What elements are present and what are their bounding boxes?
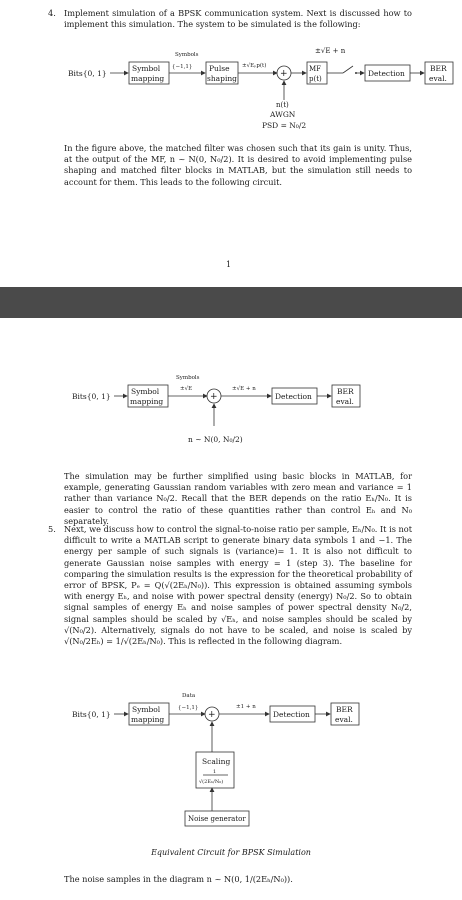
sum-output-label: ±1 + n (236, 704, 256, 710)
symbol-mapping-line1: Symbol (132, 64, 161, 73)
symbol-mapping-line2: mapping (131, 74, 165, 83)
detection-label: Detection (275, 392, 312, 401)
symbols-label: Symbols (176, 375, 200, 381)
noise-distribution-label: n ~ N(0, N₀/2) (188, 435, 243, 444)
svg-text:+: + (210, 392, 218, 402)
ber-line1: BER (430, 64, 447, 73)
simplification-paragraph: The simulation may be further simplified using basic blocks in MATLAB, for example, generating Gaussian random variables with zero mean and variance = 1 rather than variance N₀/2. Recall that the BER depends on the ratio Eₕ/N₀. It is easier to control the ratio of these quantities rather than control Eₕ and N₀ separately. (64, 471, 412, 526)
document-page-2 (0, 318, 462, 900)
symbols-label: Symbols (175, 52, 199, 58)
item-number-4: 4. (48, 8, 56, 18)
item-number-5: 5. (48, 524, 56, 534)
noise-psd-label: PSD = N₀/2 (262, 121, 307, 130)
symbols-values: ±√E (180, 386, 193, 392)
symbol-mapping-line1: Symbol (131, 387, 160, 396)
page-separator (0, 287, 462, 318)
pulse-output-label: ±√Eₚp(t) (242, 63, 267, 69)
input-bits-label: Bits{0, 1} (72, 392, 111, 401)
data-values: {−1,1} (178, 705, 199, 711)
scaling-denominator: √(2Eₕ/N₀) (199, 779, 224, 785)
pulse-shaping-line1: Pulse (209, 64, 230, 73)
symbols-values: {−1,1} (172, 64, 193, 70)
figure-caption: Equivalent Circuit for BPSK Simulation (151, 848, 311, 857)
snr-control-paragraph: Next, we discuss how to control the signal-to-noise ratio per sample, Eₕ/N₀. It is not difficult to write a MATLAB script to generate binary data symbols 1 and −1. The energy per sample of such signals is (variance)= 1. It is also not difficult to generate Gaussian noise samples with energy = 1 (step 3). The baseline for comparing the simulation results is the expression for the theoretical probability of error of BPSK, Pₑ = Q(√(2Eₕ/N₀)). This expression is obtained assuming symbols with energy Eₕ, and noise with power spectral density (energy) N₀/2. So to obtain signal samples of energy Eₕ and noise samples of power spectral density N₀/2, signal samples should be scaled by √Eₕ, and noise samples should be scaled by √(N₀/2). Alternatively, signals do not have to be scaled, and noise is scaled by √(N₀/2Eₕ) = 1/√(2Eₕ/N₀). This is reflected in the following diagram. (64, 524, 412, 647)
ber-line1: BER (337, 387, 354, 396)
pulse-shaping-line2: shaping (207, 74, 237, 83)
equivalent-circuit-diagram (0, 688, 462, 848)
symbol-mapping-line2: mapping (130, 397, 164, 406)
item-4-intro: Implement simulation of a BPSK communication system. Next is discussed how to implement this simulation. The system to be simulated is the following: (64, 8, 412, 30)
sum-output-label: ±√E + n (232, 386, 256, 392)
svg-text:+: + (280, 69, 288, 79)
noise-generator-label: Noise generator (188, 815, 246, 823)
matched-filter-paragraph: In the figure above, the matched filter was chosen such that its gain is unity. Thus, at the output of the MF, n ~ N(0, N₀/2). It is desired to avoid implementing pulse shaping and matched filter blocks in MATLAB, but the simulation still needs to account for them. This leads to the following circuit. (64, 143, 412, 187)
mf-output-label: ±√E + n (315, 47, 346, 55)
noise-awgn-label: AWGN (270, 110, 296, 119)
input-bits-label: Bits{0, 1} (72, 710, 111, 719)
mf-line1: MF (309, 65, 322, 73)
ber-line1: BER (336, 705, 353, 714)
data-label: Data (182, 693, 196, 699)
noise-nt-label: n(t) (276, 101, 289, 109)
detection-label: Detection (273, 710, 310, 719)
scaling-title: Scaling (202, 757, 231, 766)
ber-line2: eval. (429, 74, 447, 83)
svg-text:+: + (208, 710, 216, 720)
simplified-circuit-diagram (0, 370, 462, 460)
detection-label: Detection (368, 69, 405, 78)
symbol-mapping-line1: Symbol (132, 705, 161, 714)
ber-line2: eval. (336, 397, 354, 406)
noise-samples-sentence: The noise samples in the diagram n ~ N(0, 1/(2Eₕ/N₀)). (64, 874, 293, 884)
input-bits-label: Bits{0, 1} (68, 69, 107, 78)
ber-line2: eval. (335, 715, 353, 724)
symbol-mapping-line2: mapping (131, 715, 165, 724)
bpsk-system-diagram (0, 40, 462, 130)
page-number: 1 (226, 260, 232, 269)
document-page-1 (0, 0, 462, 287)
scaling-numerator: 1 (213, 769, 217, 775)
mf-line2: p(t) (309, 75, 322, 83)
